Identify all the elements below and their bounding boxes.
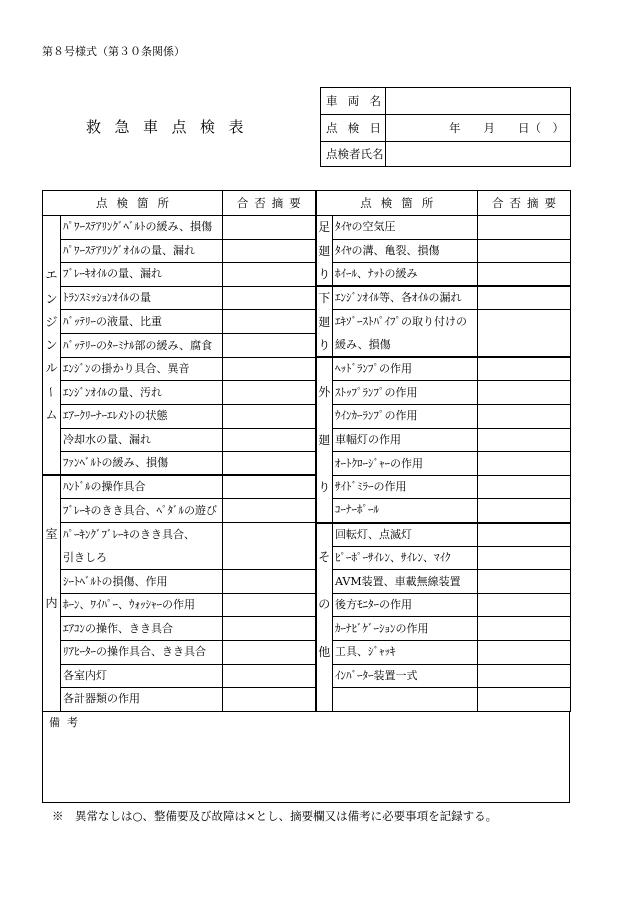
left-check-item bbox=[61, 286, 223, 310]
check-item-text: ﾊﾞｯﾃﾘｰのﾀｰﾐﾅﾙ部の緩み、腐食 bbox=[63, 338, 213, 352]
left-result-cell[interactable] bbox=[223, 617, 316, 641]
left-check-item bbox=[61, 570, 223, 594]
right-check-item bbox=[333, 617, 478, 641]
inspection-date-field[interactable]: 年 月 日（ ） bbox=[386, 115, 571, 142]
check-item-text: ｴﾝｼﾞﾝｵｲﾙの量、汚れ bbox=[63, 385, 162, 399]
left-result-cell[interactable] bbox=[223, 334, 316, 358]
left-result-cell[interactable] bbox=[223, 239, 316, 263]
checklist-row bbox=[43, 263, 571, 287]
check-item-text: ｴｱｺﾝの操作、きき具合 bbox=[63, 621, 173, 635]
checklist-header bbox=[43, 191, 571, 216]
check-item-text: ｴｷｿﾞｰｽﾄﾊﾟｲﾌﾟの取り付けの bbox=[335, 315, 467, 329]
right-check-item bbox=[333, 452, 478, 476]
check-item-text: ｻｲﾄﾞﾐﾗｰの作用 bbox=[335, 480, 407, 494]
left-result-cell[interactable] bbox=[223, 452, 316, 476]
right-result-cell[interactable] bbox=[478, 499, 571, 523]
info-row-date bbox=[321, 115, 571, 142]
checklist-row bbox=[43, 570, 571, 594]
check-item-text: ﾌﾞﾚｰｷｵｲﾙの量、漏れ bbox=[63, 267, 162, 281]
left-check-item bbox=[61, 523, 223, 570]
left-check-item bbox=[61, 593, 223, 617]
right-check-item bbox=[333, 664, 478, 688]
left-result-cell[interactable] bbox=[223, 357, 316, 381]
group-label-char: 下 bbox=[318, 291, 331, 306]
group-label-char: 内 bbox=[45, 596, 58, 611]
right-result-cell[interactable] bbox=[478, 475, 571, 499]
checklist-row bbox=[43, 593, 571, 617]
checklist-area bbox=[42, 190, 570, 803]
check-item-text: ｴﾝｼﾞﾝの掛かり具合、異音 bbox=[63, 362, 190, 376]
right-item-header: 点検箇所 bbox=[316, 191, 478, 216]
right-group-label-text bbox=[317, 386, 333, 493]
check-item-text: ﾍｯﾄﾞﾗﾝﾌﾟの作用 bbox=[335, 362, 412, 376]
group-label-char: ジ bbox=[45, 314, 58, 329]
left-check-item bbox=[61, 357, 223, 381]
check-item-text: ﾄﾗﾝｽﾐｯｼｮﾝｵｲﾙの量 bbox=[63, 291, 151, 305]
right-check-item bbox=[333, 499, 478, 523]
right-result-cell[interactable] bbox=[478, 239, 571, 263]
group-label-char: り bbox=[318, 338, 331, 353]
left-result-cell[interactable] bbox=[223, 310, 316, 334]
left-check-item bbox=[61, 617, 223, 641]
check-item-text: ｼｰﾄﾍﾞﾙﾄの損傷、作用 bbox=[63, 574, 168, 588]
check-item-text: ﾎｲｰﾙ、ﾅｯﾄの緩み bbox=[335, 267, 418, 281]
group-label-char: エ bbox=[45, 268, 58, 283]
footnote: ※ 異常なしは○、整備要及び故障は×とし、摘要欄又は備考に必要事項を記録する。 bbox=[52, 809, 498, 823]
right-group-label bbox=[316, 216, 333, 287]
checklist-row bbox=[43, 405, 571, 429]
checklist-row bbox=[43, 286, 571, 310]
right-check-item bbox=[333, 523, 478, 547]
right-check-item bbox=[333, 263, 478, 287]
right-check-item bbox=[333, 286, 478, 310]
left-item-header: 点検箇所 bbox=[43, 191, 223, 216]
right-group-label bbox=[316, 523, 333, 712]
check-item-text: ｶｰﾅﾋﾞｹﾞｰｼｮﾝの作用 bbox=[335, 621, 429, 635]
group-label-char: 外 bbox=[318, 385, 331, 400]
check-item-text: 後方ﾓﾆﾀｰの作用 bbox=[335, 598, 412, 612]
right-check-item bbox=[333, 310, 478, 358]
left-result-cell[interactable] bbox=[223, 428, 316, 452]
group-label-char: そ bbox=[318, 549, 331, 564]
group-label-char: り bbox=[318, 267, 331, 282]
right-result-cell[interactable] bbox=[478, 452, 571, 476]
left-check-item bbox=[61, 499, 223, 523]
right-result-cell[interactable] bbox=[478, 617, 571, 641]
check-item-text: ﾊﾟﾜｰｽﾃｱﾘﾝｸﾞﾍﾞﾙﾄの緩み、損傷 bbox=[63, 220, 213, 234]
check-item-text: ｲﾝﾊﾞｰﾀｰ装置一式 bbox=[335, 668, 418, 682]
right-check-item bbox=[333, 570, 478, 594]
check-item-text: ﾘｱﾋｰﾀｰの操作具合、きき具合 bbox=[63, 645, 206, 659]
right-result-cell[interactable] bbox=[478, 664, 571, 688]
checklist-body bbox=[43, 216, 571, 712]
right-check-item bbox=[333, 428, 478, 452]
check-item-text: ｴｱｰｸﾘｰﾅｰｴﾚﾒﾝﾄの状態 bbox=[63, 409, 168, 423]
checklist-row bbox=[43, 617, 571, 641]
checklist-row bbox=[43, 499, 571, 523]
page-title: 救急車点検表 bbox=[86, 118, 258, 136]
left-group-label-text bbox=[43, 269, 60, 421]
group-label-char: の bbox=[318, 597, 331, 612]
group-label-char: 廻 bbox=[318, 243, 331, 258]
right-result-cell[interactable] bbox=[478, 593, 571, 617]
left-group-label-text bbox=[43, 528, 60, 609]
left-result-cell[interactable] bbox=[223, 286, 316, 310]
checklist-row bbox=[43, 475, 571, 499]
checklist-row bbox=[43, 310, 571, 334]
check-item-text: 冷却水の量、漏れ bbox=[63, 432, 151, 446]
remarks-label: 備考 bbox=[49, 715, 85, 729]
check-item-text: ﾊﾟﾜｰｽﾃｱﾘﾝｸﾞｵｲﾙの量、漏れ bbox=[63, 243, 195, 257]
left-check-item bbox=[61, 334, 223, 358]
right-result-cell[interactable] bbox=[478, 570, 571, 594]
right-check-item bbox=[333, 381, 478, 405]
left-check-item bbox=[61, 428, 223, 452]
left-check-item bbox=[61, 216, 223, 240]
right-result-cell[interactable] bbox=[478, 428, 571, 452]
group-label-char: 廻 bbox=[318, 432, 331, 447]
group-label-char: ン bbox=[45, 291, 58, 306]
right-check-item bbox=[333, 688, 478, 712]
form-number: 第８号様式（第３０条関係） bbox=[42, 45, 185, 58]
right-group-label bbox=[316, 357, 333, 522]
left-check-item bbox=[61, 310, 223, 334]
left-check-item bbox=[61, 405, 223, 429]
checklist-row bbox=[43, 641, 571, 665]
group-label-char: 廻 bbox=[318, 314, 331, 329]
group-label-char: り bbox=[318, 480, 331, 495]
check-item-text: ﾎｰﾝ、ﾜｲﾊﾟｰ、ｳｫｯｼｬｰの作用 bbox=[63, 598, 195, 612]
left-result-cell[interactable] bbox=[223, 523, 316, 570]
check-item-text: ﾀｲﾔの空気圧 bbox=[335, 220, 396, 234]
inspection-date-label: 点検日 bbox=[321, 115, 386, 142]
checklist-table bbox=[42, 190, 571, 712]
right-check-item bbox=[333, 239, 478, 263]
check-item-text: ﾌｧﾝﾍﾞﾙﾄの緩み、損傷 bbox=[63, 456, 169, 470]
check-item-text: ｵｰﾄｸﾛｰｼﾞｬｰの作用 bbox=[335, 456, 423, 470]
check-item-text: 緩み、損傷 bbox=[335, 338, 391, 352]
right-group-label-text bbox=[317, 551, 333, 658]
check-item-text: ﾊﾝﾄﾞﾙの操作具合 bbox=[63, 480, 146, 494]
inspector-name-field[interactable] bbox=[386, 142, 571, 167]
left-result-header: 合否摘要 bbox=[223, 191, 316, 216]
check-item-text: ﾀｲﾔの溝、亀裂、損傷 bbox=[335, 243, 440, 257]
checklist-row bbox=[43, 357, 571, 381]
checklist-row bbox=[43, 216, 571, 240]
group-label-char: 足 bbox=[318, 220, 331, 235]
group-label-char: ー bbox=[44, 385, 59, 398]
right-result-cell[interactable] bbox=[478, 216, 571, 240]
check-item-text: ｴﾝｼﾞﾝｵｲﾙ等、各ｵｲﾙの漏れ bbox=[335, 291, 462, 305]
left-result-cell[interactable] bbox=[223, 216, 316, 240]
left-check-item bbox=[61, 641, 223, 665]
right-result-cell[interactable] bbox=[478, 286, 571, 310]
check-item-text: 回転灯、点滅灯 bbox=[335, 527, 412, 541]
group-label-char: ル bbox=[45, 361, 58, 376]
info-row-vehicle bbox=[321, 88, 571, 115]
left-check-item bbox=[61, 381, 223, 405]
check-item-text: ﾌﾞﾚｰｷのきき具合、ﾍﾟﾀﾞﾙの遊び bbox=[63, 503, 217, 517]
left-result-cell[interactable] bbox=[223, 593, 316, 617]
left-check-item bbox=[61, 452, 223, 476]
checklist-row bbox=[43, 452, 571, 476]
left-result-cell[interactable] bbox=[223, 405, 316, 429]
vehicle-name-label: 車両名 bbox=[321, 88, 386, 115]
left-check-item bbox=[61, 239, 223, 263]
left-group-label bbox=[43, 216, 61, 476]
checklist-row bbox=[43, 688, 571, 712]
check-item-text: 各計器類の作用 bbox=[63, 692, 140, 706]
right-check-item bbox=[333, 216, 478, 240]
inspection-info-table bbox=[320, 87, 571, 167]
left-result-cell[interactable] bbox=[223, 570, 316, 594]
check-item-text bbox=[335, 688, 477, 710]
group-label-char: 室 bbox=[45, 527, 58, 542]
checklist-row bbox=[43, 381, 571, 405]
check-item-text: AVM装置、車載無線装置 bbox=[335, 574, 461, 588]
checklist-row bbox=[43, 664, 571, 688]
right-result-cell[interactable] bbox=[478, 641, 571, 665]
right-result-header: 合否摘要 bbox=[478, 191, 571, 216]
right-result-cell[interactable] bbox=[478, 546, 571, 570]
right-result-cell[interactable] bbox=[478, 310, 571, 358]
right-check-item bbox=[333, 357, 478, 381]
checklist-row bbox=[43, 523, 571, 547]
remarks-box[interactable] bbox=[42, 712, 570, 803]
right-group-label-text bbox=[317, 221, 333, 280]
left-result-cell[interactable] bbox=[223, 641, 316, 665]
right-check-item bbox=[333, 593, 478, 617]
left-result-cell[interactable] bbox=[223, 381, 316, 405]
right-result-cell[interactable] bbox=[478, 381, 571, 405]
left-check-item bbox=[61, 664, 223, 688]
left-check-item bbox=[61, 475, 223, 499]
right-group-label-text bbox=[317, 292, 333, 351]
check-item-text: ｳｲﾝｶｰﾗﾝﾌﾟの作用 bbox=[335, 409, 418, 423]
right-check-item bbox=[333, 546, 478, 570]
check-item-text: ｽﾄｯﾌﾟﾗﾝﾌﾟの作用 bbox=[335, 385, 418, 399]
check-item-text: 車幅灯の作用 bbox=[335, 432, 401, 446]
right-check-item bbox=[333, 405, 478, 429]
checklist-row bbox=[43, 428, 571, 452]
left-check-item bbox=[61, 688, 223, 712]
group-label-char: ム bbox=[45, 408, 58, 423]
group-label-char: 他 bbox=[318, 644, 331, 659]
right-result-cell[interactable] bbox=[478, 688, 571, 712]
right-result-cell[interactable] bbox=[478, 263, 571, 287]
left-result-cell[interactable] bbox=[223, 499, 316, 523]
right-group-label bbox=[316, 286, 333, 357]
check-item-text: 各室内灯 bbox=[63, 668, 107, 682]
checklist-row bbox=[43, 239, 571, 263]
check-item-text: ｺｰﾅｰﾎﾟｰﾙ bbox=[335, 503, 379, 517]
vehicle-name-field[interactable] bbox=[386, 88, 571, 115]
right-result-cell[interactable] bbox=[478, 523, 571, 547]
left-result-cell[interactable] bbox=[223, 263, 316, 287]
check-item-text: ﾊﾟｰｷﾝｸﾞﾌﾞﾚｰｷのきき具合、 bbox=[63, 528, 195, 542]
check-item-text: 工具、ｼﾞｬｯｷ bbox=[335, 645, 396, 659]
right-result-cell[interactable] bbox=[478, 405, 571, 429]
group-label-char: ン bbox=[45, 338, 58, 353]
left-result-cell[interactable] bbox=[223, 688, 316, 712]
checklist-header-row bbox=[43, 191, 571, 216]
right-result-cell[interactable] bbox=[478, 357, 571, 381]
right-check-item bbox=[333, 641, 478, 665]
inspector-name-label: 点検者氏名 bbox=[321, 142, 386, 167]
check-item-text: ﾋﾟｰﾎﾟｰｻｲﾚﾝ、ｻｲﾚﾝ、ﾏｲｸ bbox=[335, 550, 451, 564]
left-result-cell[interactable] bbox=[223, 475, 316, 499]
left-group-label bbox=[43, 475, 61, 711]
right-check-item bbox=[333, 475, 478, 499]
check-item-text: 引きしろ bbox=[63, 551, 107, 565]
check-item-text: ﾊﾞｯﾃﾘｰの液量、比重 bbox=[63, 314, 162, 328]
left-result-cell[interactable] bbox=[223, 664, 316, 688]
left-check-item bbox=[61, 263, 223, 287]
info-row-inspector bbox=[321, 142, 571, 167]
